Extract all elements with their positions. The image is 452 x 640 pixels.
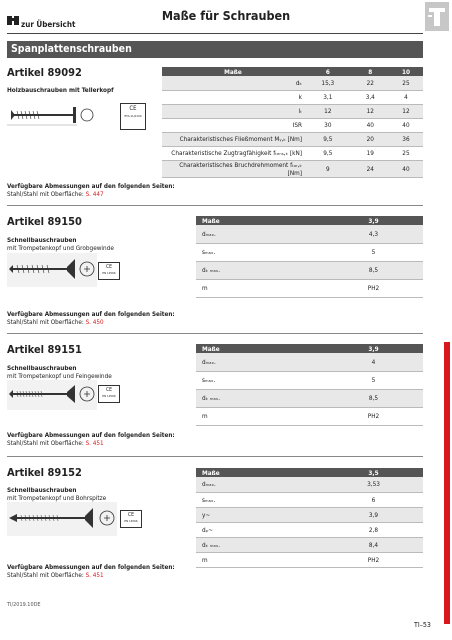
table-row: dₖ ₘₐₓ. 8,5 [196, 261, 423, 279]
article-title: Artikel 89151 [7, 343, 82, 356]
article-description-line: Schnellbauschrauben [7, 486, 77, 494]
availability-note [7, 432, 175, 448]
screw-drawing [7, 380, 97, 410]
availability-prefix: Stahl/Stahl mit Oberfläche: [7, 191, 84, 198]
page-link[interactable]: S. 447 [85, 191, 104, 198]
table-row: k 3,1 3,4 4 [162, 90, 423, 104]
table-row: dₘₐₓ. 4 [196, 353, 423, 371]
ce-mark: CE EN 14566 [98, 385, 120, 403]
screw-drawing [7, 502, 117, 536]
availability-note [7, 564, 175, 580]
article-title: Artikel 89152 [7, 466, 82, 479]
table-row: Charakteristische Zugtragfähigkeit fₜₑₙₛ,ₖ [kN] 9,5 19 25 [162, 146, 423, 160]
ce-mark-label: EN 14566 [124, 519, 138, 523]
section-divider [7, 205, 423, 206]
dimensions-table [196, 344, 423, 426]
section-divider [7, 333, 423, 334]
availability-prefix: Stahl/Stahl mit Oberfläche: [7, 572, 84, 579]
table-header-col: 3,9 [324, 344, 423, 353]
article-description [7, 486, 106, 502]
availability-prefix: Stahl/Stahl mit Oberfläche: [7, 319, 84, 326]
table-row: dₘₐₓ. 3,53 [196, 477, 423, 492]
ce-mark: CE EN 14566 [98, 262, 120, 280]
ce-mark-label: EN 14566 [102, 271, 116, 275]
page-number: TI–53 [414, 621, 431, 629]
availability-prefix: Stahl/Stahl mit Oberfläche: [7, 440, 84, 447]
table-header-col: 10 [389, 67, 423, 76]
page-link[interactable]: S. 451 [85, 440, 104, 447]
table-row: m PH2 [196, 279, 423, 297]
article-description-line: mit Trompetenkopf und Grobgewinde [7, 244, 114, 252]
table-header-col: 3,5 [324, 468, 423, 477]
table-row: ISR 30 40 40 [162, 118, 423, 132]
table-header-col: 6 [304, 67, 352, 76]
dimensions-table [196, 468, 423, 568]
article-description [7, 86, 114, 94]
table-header-measure: Maße [196, 468, 324, 477]
article-description-line: mit Trompetenkopf und Bohrspitze [7, 494, 107, 502]
section-banner: Spanplattenschrauben [7, 41, 423, 58]
table-header-measure: Maße [196, 344, 324, 353]
table-row: dₘₐₓ. 4,3 [196, 225, 423, 243]
table-row: sₘₐₓ. 5 [196, 243, 423, 261]
table-row: dₖ ₘₐₓ. 8,4 [196, 537, 423, 552]
table-row: sₘₐₓ. 5 [196, 371, 423, 389]
ce-mark: CE EN 14566 [120, 510, 142, 528]
article-description-line: Schnellbauschrauben [7, 236, 77, 244]
footer-code: TI/2019.10DE [7, 602, 41, 608]
table-row: dₖ 15,3 22 25 [162, 76, 423, 90]
availability-heading: Verfügbare Abmessungen auf den folgenden Seiten: [7, 564, 175, 571]
table-row: dₚ~ 2,8 [196, 522, 423, 537]
article-description-line: Holzbauschrauben mit Tellerkopf [7, 86, 114, 94]
table-row: Charakteristisches Fließmoment Mᵧ,ₖ [Nm] 9,5 20 36 [162, 132, 423, 146]
table-row: lₜ 12 12 12 [162, 104, 423, 118]
header-divider [7, 33, 423, 34]
table-header-col: 3,9 [324, 216, 423, 225]
article-title: Artikel 89092 [7, 66, 82, 79]
table-header-measure: Maße [196, 216, 324, 225]
section-divider [7, 456, 423, 457]
home-link-label: zur Übersicht [21, 20, 76, 29]
availability-heading: Verfügbare Abmessungen auf den folgenden Seiten: [7, 183, 175, 190]
table-row: sₘₐₓ. 6 [196, 492, 423, 507]
screw-drawing [7, 253, 97, 287]
article-description-line: Schnellbauschrauben [7, 364, 77, 372]
screw-drawing [7, 103, 97, 127]
ce-mark-label: ETA-11/0190 [124, 114, 142, 118]
availability-heading: Verfügbare Abmessungen auf den folgenden Seiten: [7, 432, 175, 439]
table-header-measure: Maße [162, 67, 304, 76]
article-description [7, 364, 112, 380]
dimensions-table [162, 67, 423, 178]
ce-mark: CE ETA-11/0190 [120, 103, 146, 130]
page-link[interactable]: S. 451 [85, 572, 104, 579]
page-link[interactable]: S. 450 [85, 319, 104, 326]
table-header-col: 8 [352, 67, 389, 76]
page-title: Maße für Schrauben [161, 8, 291, 23]
table-row: m PH2 [196, 552, 423, 567]
article-description-line: mit Trompetenkopf und Feingewinde [7, 372, 112, 380]
table-row: m PH2 [196, 407, 423, 425]
article-description [7, 236, 114, 252]
table-row: Charakteristisches Bruchdrehmoment fₜₒᵣ,ₖ [Nm] 9 24 40 [162, 160, 423, 177]
table-row: y~ 3,9 [196, 507, 423, 522]
logo [425, 2, 449, 31]
availability-note [7, 183, 175, 199]
ce-mark-label: EN 14566 [102, 394, 116, 398]
availability-heading: Verfügbare Abmessungen auf den folgenden Seiten: [7, 311, 175, 318]
availability-note [7, 311, 175, 327]
dimensions-table [196, 216, 423, 298]
chapter-marker-bar [444, 342, 450, 624]
article-title: Artikel 89150 [7, 215, 82, 228]
table-row: dₖ ₘₐₓ. 8,5 [196, 389, 423, 407]
